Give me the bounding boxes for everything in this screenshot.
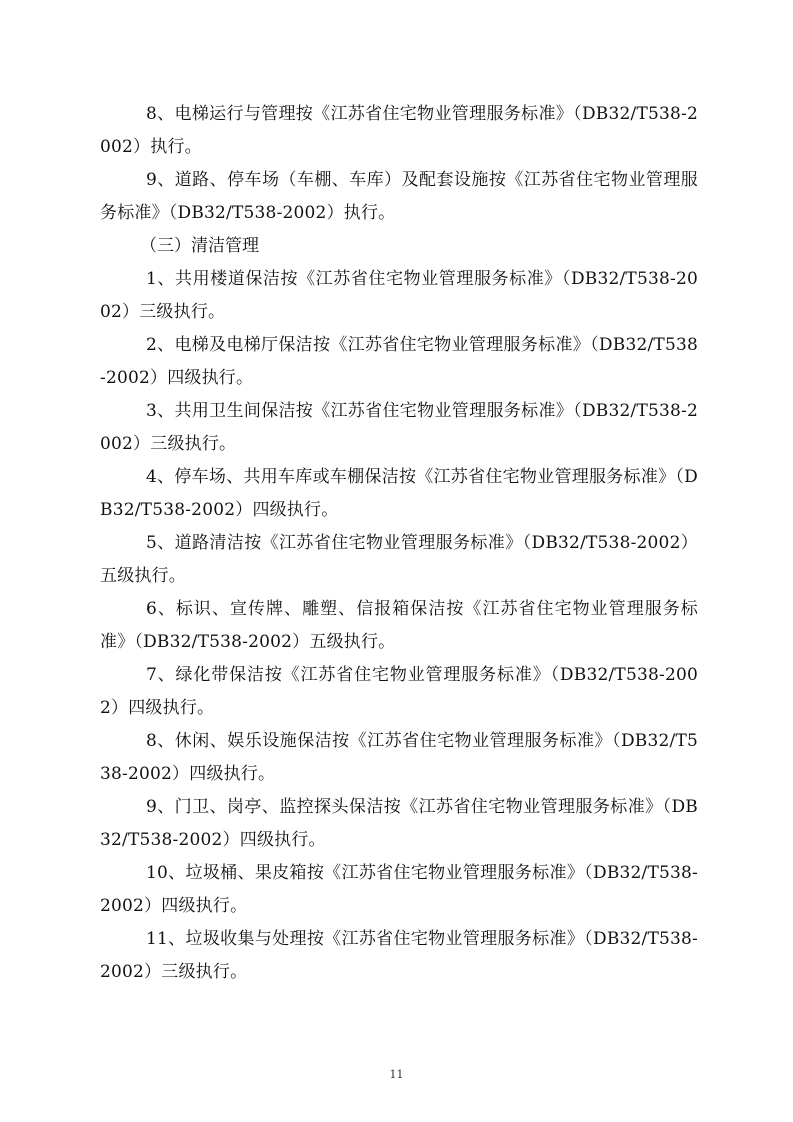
document-body (100, 98, 698, 989)
paragraph-elevator-operation: 8、电梯运行与管理按《江苏省住宅物业管理服务标准》（DB32/T538-2002）执行。 (100, 104, 698, 157)
paragraph-cleaning-11: 11、垃圾收集与处理按《江苏省住宅物业管理服务标准》（DB32/T538-2002）三级执行。 (100, 929, 698, 982)
paragraph-cleaning-2: 2、电梯及电梯厅保洁按《江苏省住宅物业管理服务标准》（DB32/T538-2002）四级执行。 (100, 335, 698, 388)
paragraph-cleaning-9: 9、门卫、岗亭、监控探头保洁按《江苏省住宅物业管理服务标准》（DB32/T538-2002）四级执行。 (100, 797, 698, 850)
paragraph-cleaning-8: 8、休闲、娱乐设施保洁按《江苏省住宅物业管理服务标准》（DB32/T538-2002）四级执行。 (100, 731, 698, 784)
paragraph-cleaning-10: 10、垃圾桶、果皮箱按《江苏省住宅物业管理服务标准》（DB32/T538-2002）四级执行。 (100, 863, 698, 916)
paragraph-cleaning-1: 1、共用楼道保洁按《江苏省住宅物业管理服务标准》（DB32/T538-2002）三级执行。 (100, 269, 698, 322)
paragraph-roads-parking: 9、道路、停车场（车棚、车库）及配套设施按《江苏省住宅物业管理服务标准》（DB32/T538-2002）执行。 (100, 170, 698, 223)
paragraph-cleaning-6: 6、标识、宣传牌、雕塑、信报箱保洁按《江苏省住宅物业管理服务标准》（DB32/T538-2002）五级执行。 (100, 599, 698, 652)
paragraph-cleaning-5: 5、道路清洁按《江苏省住宅物业管理服务标准》（DB32/T538-2002）五级执行。 (100, 533, 698, 586)
paragraph-cleaning-3: 3、共用卫生间保洁按《江苏省住宅物业管理服务标准》（DB32/T538-2002）三级执行。 (100, 401, 698, 454)
section-heading-cleaning: （三）清洁管理 (140, 236, 259, 256)
page-number: 11 (389, 1068, 404, 1081)
paragraph-cleaning-4: 4、停车场、共用车库或车棚保洁按《江苏省住宅物业管理服务标准》（DB32/T538-2002）四级执行。 (100, 467, 698, 520)
paragraph-cleaning-7: 7、绿化带保洁按《江苏省住宅物业管理服务标准》（DB32/T538-2002）四级执行。 (100, 665, 698, 718)
